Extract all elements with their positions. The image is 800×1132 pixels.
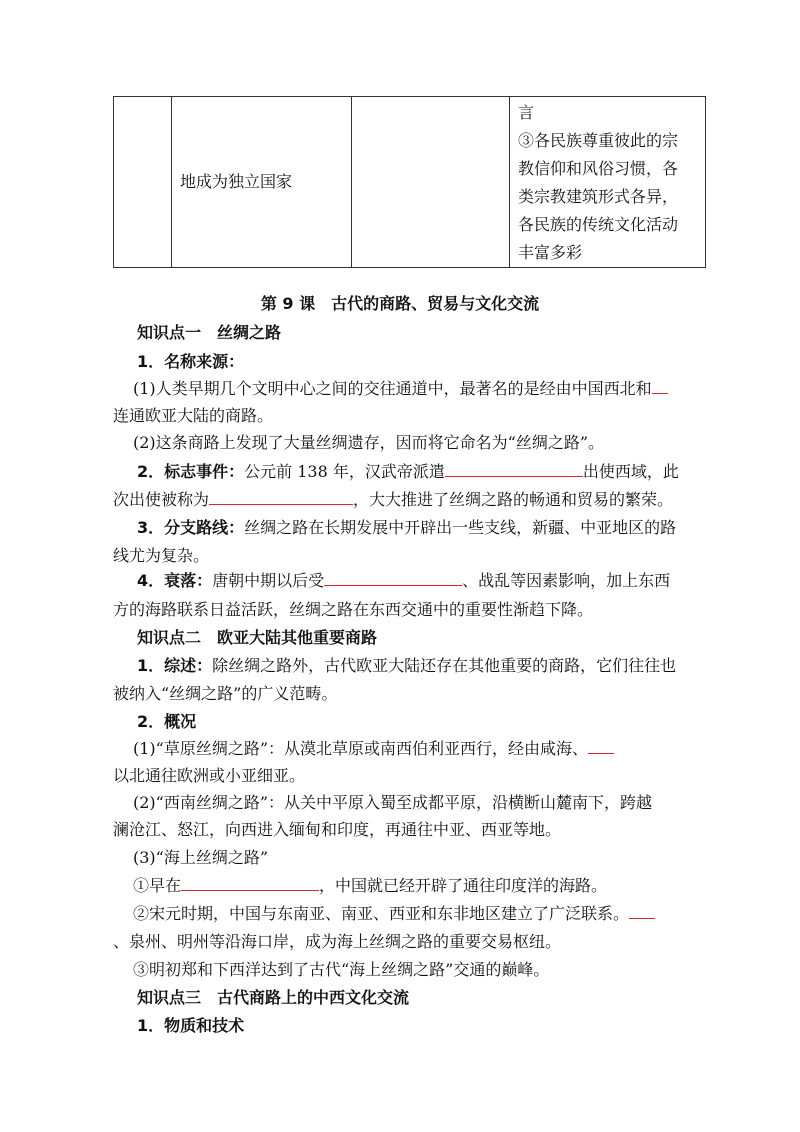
paragraph-line: 连通欧亚大陆的商路。 xyxy=(113,406,274,425)
text: 丝绸之路在长期发展中开辟出一些支线，新疆、中亚地区的路 xyxy=(244,518,677,537)
text: 出使西域，此 xyxy=(582,462,679,481)
paragraph-line xyxy=(133,736,614,759)
label: 2．标志事件： xyxy=(137,462,245,481)
text: 、战乱等因素影响，加上东西 xyxy=(462,571,671,590)
paragraph-line: 被纳入“丝绸之路”的广义范畴。 xyxy=(113,684,338,703)
paragraph-line: ③明初郑和下西洋达到了古代“海上丝绸之路”交通的巅峰。 xyxy=(133,960,550,979)
fill-blank[interactable] xyxy=(629,902,655,919)
table-row xyxy=(114,97,706,268)
paragraph-line xyxy=(137,459,679,482)
text: (1)“草原丝绸之路”：从漠北草原或南西伯利亚西行，经由咸海、 xyxy=(133,739,589,758)
cell-line: 类宗教建筑形式各异， xyxy=(518,187,679,206)
label: 1．综述： xyxy=(137,656,213,675)
text: 除丝绸之路外，古代欧亚大陆还存在其他重要的商路，它们往往也 xyxy=(212,656,677,675)
text: 次出使被称为 xyxy=(113,490,210,509)
section-heading: 知识点三 古代商路上的中西文化交流 xyxy=(137,988,410,1007)
table-cell xyxy=(510,97,706,268)
fill-blank[interactable] xyxy=(652,377,668,394)
text: ①早在 xyxy=(133,876,182,895)
paragraph-line xyxy=(133,901,655,924)
fill-blank[interactable] xyxy=(445,460,583,477)
paragraph-line xyxy=(133,376,668,399)
subsection-title: 1．物质和技术 xyxy=(137,1016,245,1035)
lesson-title: 第 9 课 古代的商路、贸易与文化交流 xyxy=(260,294,540,313)
paragraph-line xyxy=(137,515,676,538)
paragraph-line: (2)这条商路上发现了大量丝绸遗存，因而将它命名为“丝绸之路”。 xyxy=(133,433,605,452)
cell-text: 地成为独立国家 xyxy=(180,172,293,191)
paragraph-line: 方的海路联系日益活跃，丝绸之路在东西交通中的重要性渐趋下降。 xyxy=(113,600,594,619)
fill-blank[interactable] xyxy=(181,874,319,891)
label: 3．分支路线： xyxy=(137,518,245,537)
fill-blank[interactable] xyxy=(209,488,353,505)
paragraph-line: 、泉州、明州等沿海口岸，成为海上丝绸之路的重要交易枢纽。 xyxy=(113,932,562,951)
text: 公元前 138 年，汉武帝派遣 xyxy=(244,462,445,481)
fill-blank[interactable] xyxy=(588,737,614,754)
text: 唐朝中期以后受 xyxy=(212,571,325,590)
text: ，中国就已经开辟了通往印度洋的海路。 xyxy=(319,876,608,895)
cell-line: 教信仰和风俗习惯，各 xyxy=(518,159,679,178)
text: ，大大推进了丝绸之路的畅通和贸易的繁荣。 xyxy=(353,490,674,509)
section-heading: 知识点二 欧亚大陆其他重要商路 xyxy=(137,628,378,647)
section-heading: 知识点一 丝绸之路 xyxy=(137,323,282,342)
subsection-title: 2．概况 xyxy=(137,712,197,731)
label: 4．衰落： xyxy=(137,571,213,590)
paragraph-line xyxy=(137,568,670,591)
paragraph-line xyxy=(113,487,673,510)
paragraph-line: 线尤为复杂。 xyxy=(113,546,210,565)
text: ②宋元时期，中国与东南亚、南亚、西亚和东非地区建立了广泛联系。 xyxy=(133,904,630,923)
cell-line: ③各民族尊重彼此的宗 xyxy=(518,131,679,150)
table-cell xyxy=(352,97,510,268)
paragraph-line: (3)“海上丝绸之路” xyxy=(133,848,269,867)
cell-line: 各民族的传统文化活动 xyxy=(518,215,679,234)
cell-line: 言 xyxy=(518,103,535,122)
subsection-title: 1．名称来源： xyxy=(137,352,245,371)
cell-line: 丰富多彩 xyxy=(518,243,583,262)
text: (1)人类早期几个文明中心之间的交往通道中，最著名的是经由中国西北和 xyxy=(133,379,652,398)
paragraph-line: 以北通往欧洲或小亚细亚。 xyxy=(113,766,306,785)
paragraph-line xyxy=(137,653,676,676)
summary-table xyxy=(113,96,706,268)
table-cell xyxy=(172,97,352,268)
fill-blank[interactable] xyxy=(324,569,462,586)
table-cell xyxy=(114,97,172,268)
paragraph-line: 澜沧江、怒江，向西进入缅甸和印度，再通往中亚、西亚等地。 xyxy=(113,820,562,839)
paragraph-line xyxy=(133,873,607,896)
paragraph-line: (2)“西南丝绸之路”：从关中平原入蜀至成都平原，沿横断山麓南下，跨越 xyxy=(133,793,653,812)
